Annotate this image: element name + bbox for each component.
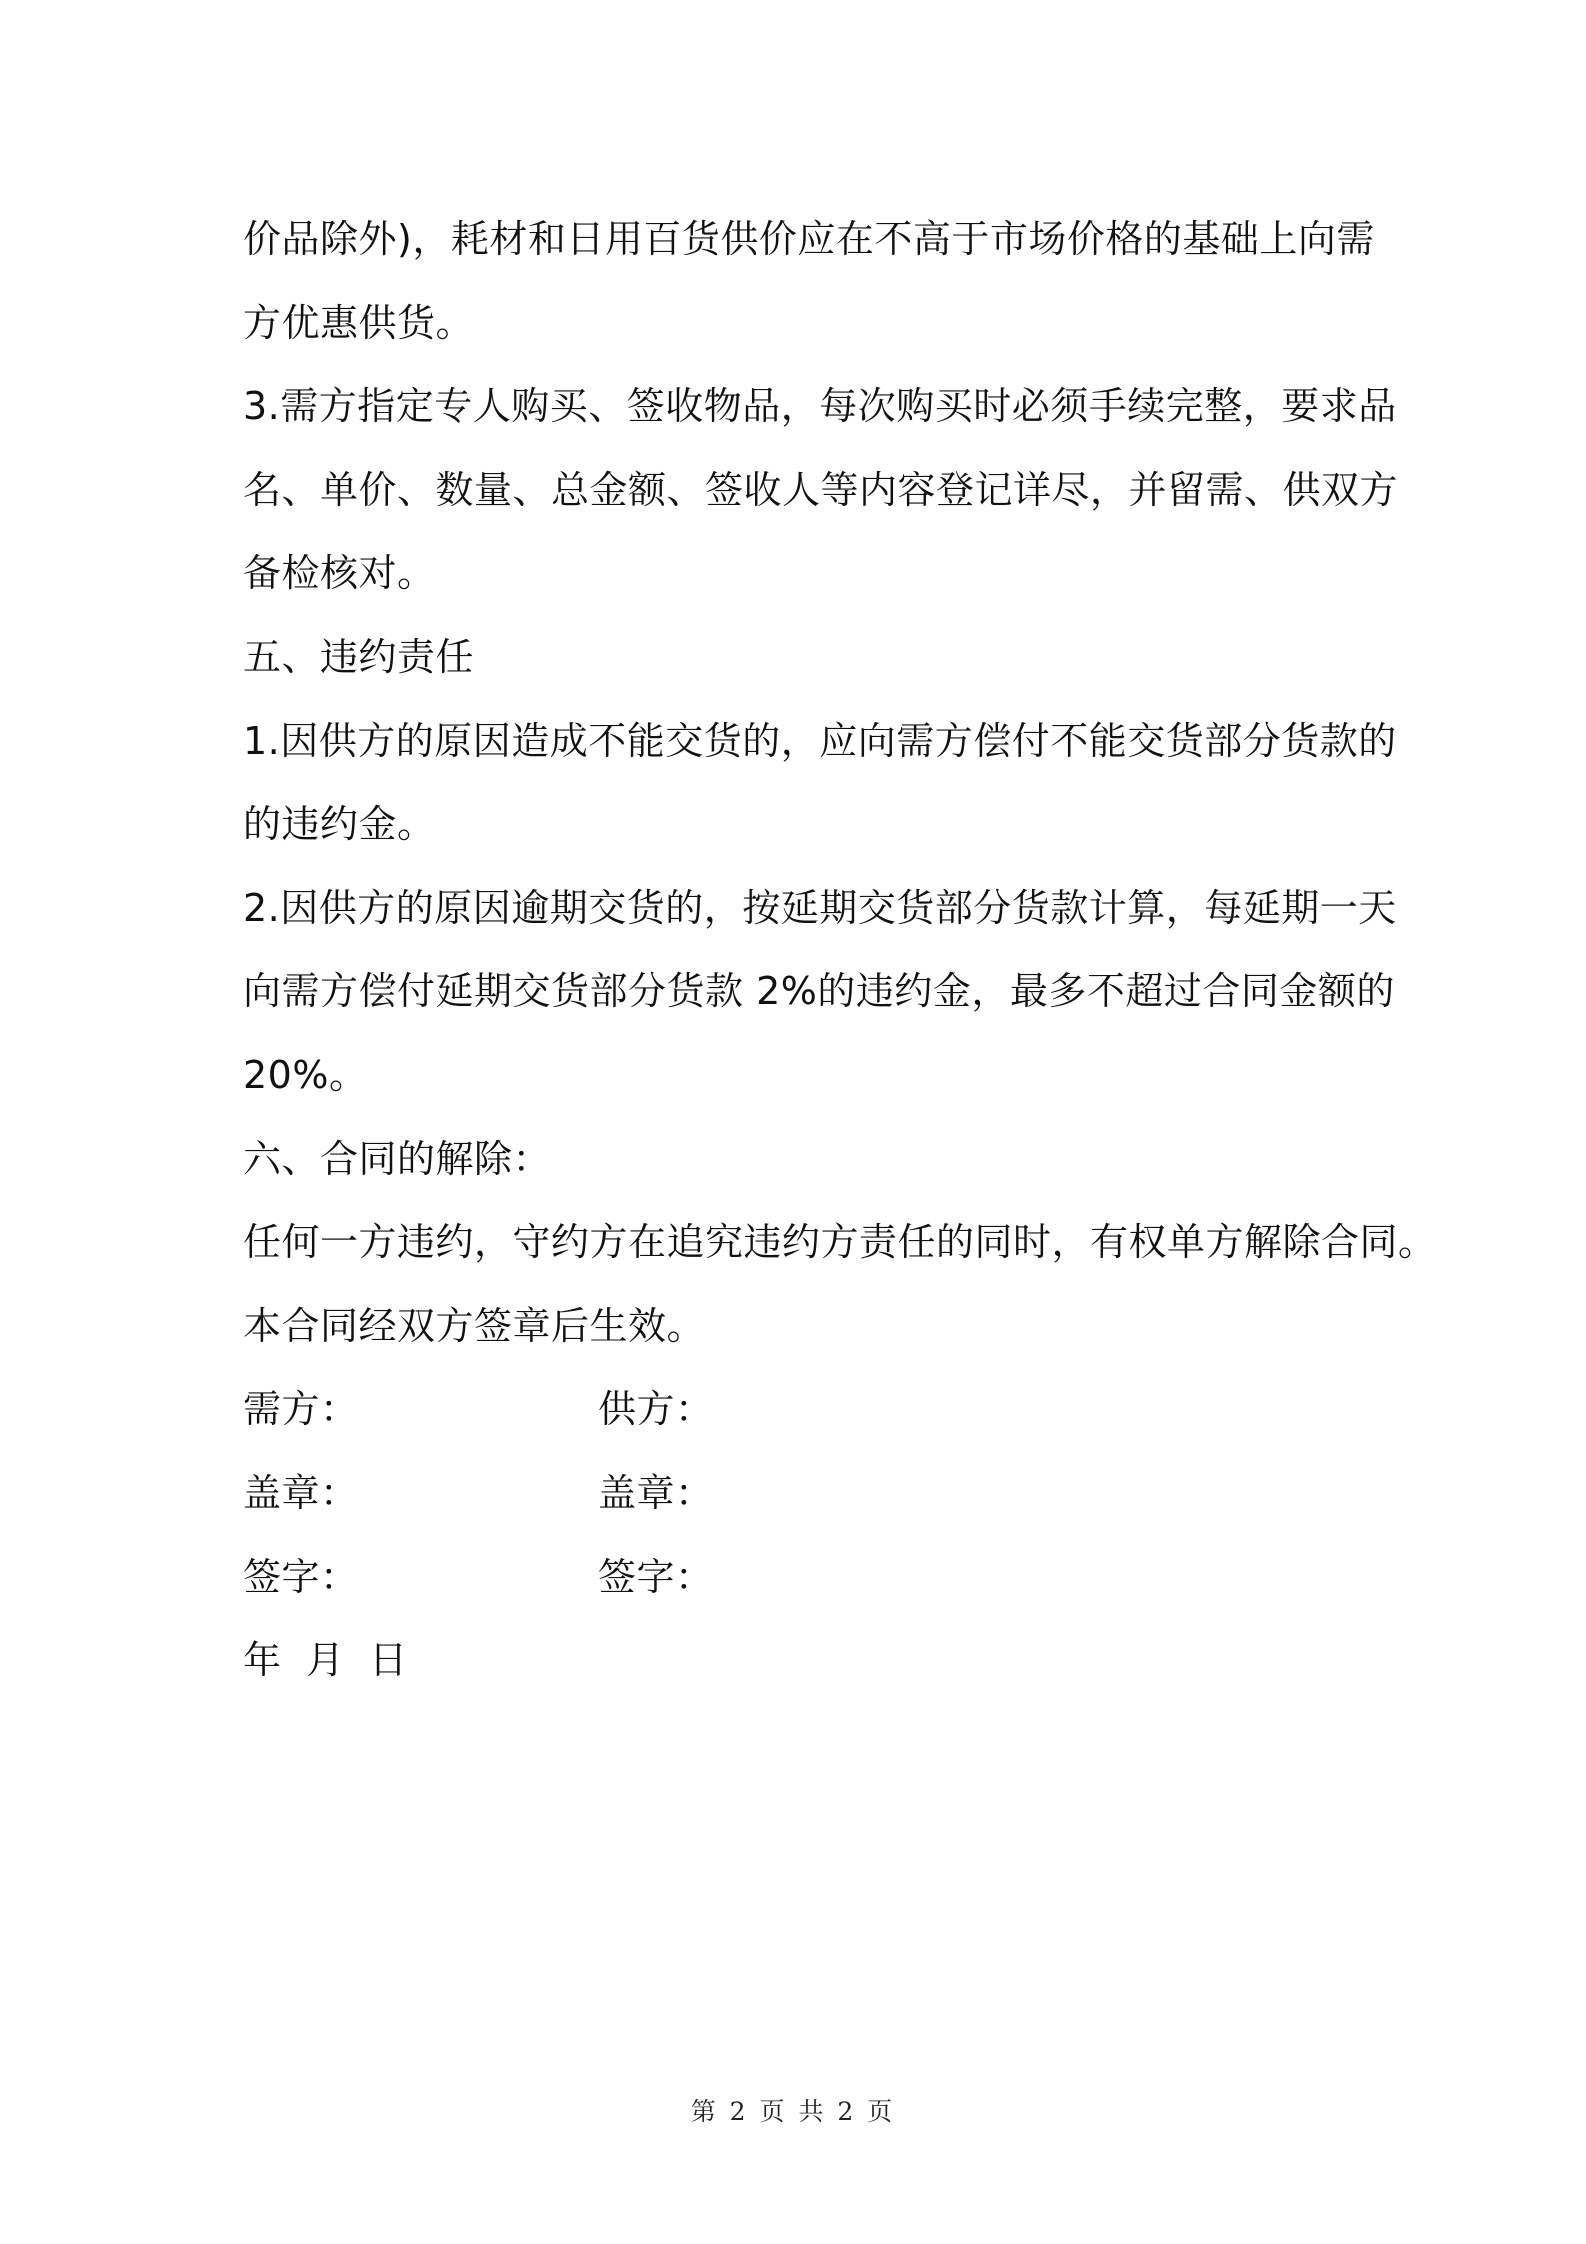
text-line: 本合同经双方签章后生效。 (243, 1303, 706, 1348)
page-footer (0, 2092, 1586, 2128)
text-line: 3.需方指定专人购买、签收物品，每次购买时必须手续完整，要求品 (243, 384, 1397, 429)
section-heading: 五、违约责任 (243, 634, 475, 679)
text-line: 1.因供方的原因造成不能交货的，应向需方偿付不能交货部分货款的 (243, 718, 1397, 763)
paragraph-breach-2 (243, 867, 1397, 1118)
text-line: 向需方偿付延期交货部分货款 2%的违约金，最多不超过合同金额的 (243, 969, 1395, 1014)
text-line: 价品除外)，耗材和日用百货供价应在不高于市场价格的基础上向需 (243, 217, 1375, 261)
signature-row-seal (243, 1452, 1363, 1536)
section-heading: 六、合同的解除： (243, 1136, 552, 1181)
paragraph-clause-3 (243, 365, 1399, 616)
contract-body (243, 198, 1437, 1703)
section-heading-breach (243, 616, 1363, 700)
paragraph-termination (243, 1201, 1437, 1285)
supplier-sign-label: 签字： (598, 1554, 714, 1599)
text-line: 2.因供方的原因逾期交货的，按延期交货部分货款计算，每延期一天 (243, 885, 1397, 930)
text-line: 的违约金。 (243, 802, 436, 847)
buyer-seal-label: 盖章： (243, 1470, 359, 1515)
section-heading-termination (243, 1118, 1363, 1202)
signature-row-party (243, 1368, 1363, 1452)
text-line: 备检核对。 (243, 551, 436, 596)
buyer-sign-label: 签字： (243, 1554, 359, 1599)
supplier-label: 供方： (598, 1387, 714, 1432)
date-line: 年 月 日 (243, 1638, 408, 1683)
text-line: 方优惠供货。 (243, 300, 475, 345)
text-line: 20%。 (243, 1052, 368, 1097)
text-line: 任何一方违约，守约方在追究违约方责任的同时，有权单方解除合同。 (243, 1220, 1437, 1265)
buyer-label: 需方： (243, 1387, 359, 1432)
paragraph-pricing-continued (243, 198, 1375, 365)
supplier-seal-label: 盖章： (598, 1470, 714, 1515)
paragraph-effective (243, 1285, 1363, 1369)
text-line: 名、单价、数量、总金额、签收人等内容登记详尽，并留需、供双方 (243, 467, 1399, 512)
signature-block (243, 1368, 1363, 1702)
signature-row-sign (243, 1536, 1363, 1620)
paragraph-breach-1 (243, 700, 1397, 867)
page-number: 第 2 页 共 2 页 (690, 2097, 896, 2126)
